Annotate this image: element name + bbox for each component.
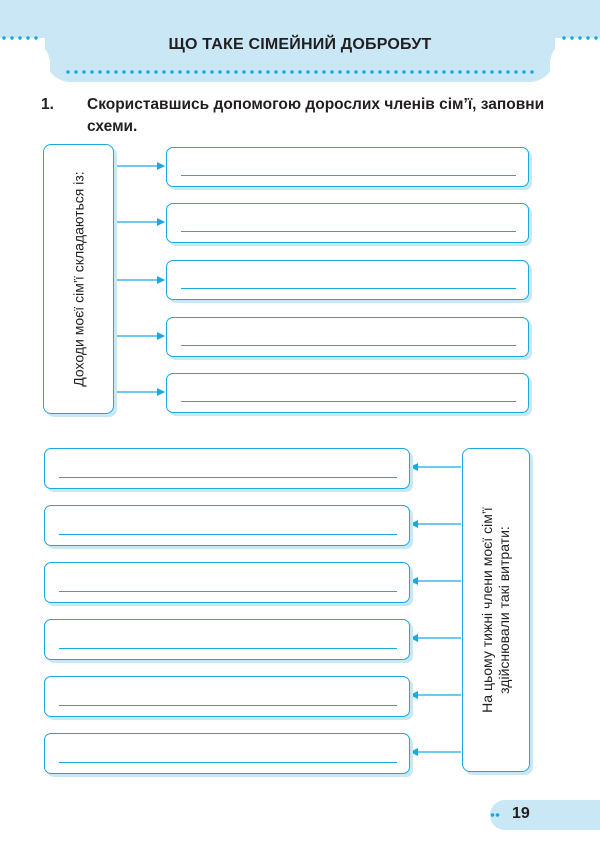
expense-answer-field-3[interactable] — [44, 562, 410, 603]
income-answer-field-2[interactable] — [166, 203, 529, 243]
answer-line — [59, 705, 397, 706]
answer-line — [59, 534, 397, 535]
task-text: Скориставшись допомогою дорослих членів сім’ї, заповни схеми. — [87, 96, 545, 135]
page-tab-dots — [490, 813, 500, 817]
income-answer-field-3[interactable] — [166, 260, 529, 300]
answer-line — [59, 762, 397, 763]
answer-line — [59, 648, 397, 649]
page-title: ЩО ТАКЕ СІМЕЙНИЙ ДОБРОБУТ — [168, 36, 432, 53]
income-answer-field-4[interactable] — [166, 317, 529, 357]
answer-line — [59, 477, 397, 478]
page-number: 19 — [512, 805, 530, 822]
expense-answer-field-2[interactable] — [44, 505, 410, 546]
expense-label-box — [462, 448, 530, 772]
expense-label — [479, 507, 513, 713]
expense-label-line-1: На цьому тижні члени моєї сім’ї — [479, 507, 495, 713]
answer-line — [181, 175, 516, 176]
answer-line — [181, 345, 516, 346]
income-label-box — [43, 144, 114, 414]
expense-answer-field-5[interactable] — [44, 676, 410, 717]
income-label: Доходи моєї сім’ї складаються із: — [70, 171, 86, 387]
answer-line — [181, 401, 516, 402]
answer-line — [59, 591, 397, 592]
task-number: 1. — [41, 96, 54, 113]
expense-answer-field-4[interactable] — [44, 619, 410, 660]
expense-label-line-2: здійснювали такі витрати: — [496, 526, 512, 694]
expense-answer-field-1[interactable] — [44, 448, 410, 489]
page-number-tab — [490, 800, 600, 830]
answer-line — [181, 231, 516, 232]
income-answer-field-1[interactable] — [166, 147, 529, 187]
income-answer-field-5[interactable] — [166, 373, 529, 413]
expense-answer-field-6[interactable] — [44, 733, 410, 774]
answer-line — [181, 288, 516, 289]
